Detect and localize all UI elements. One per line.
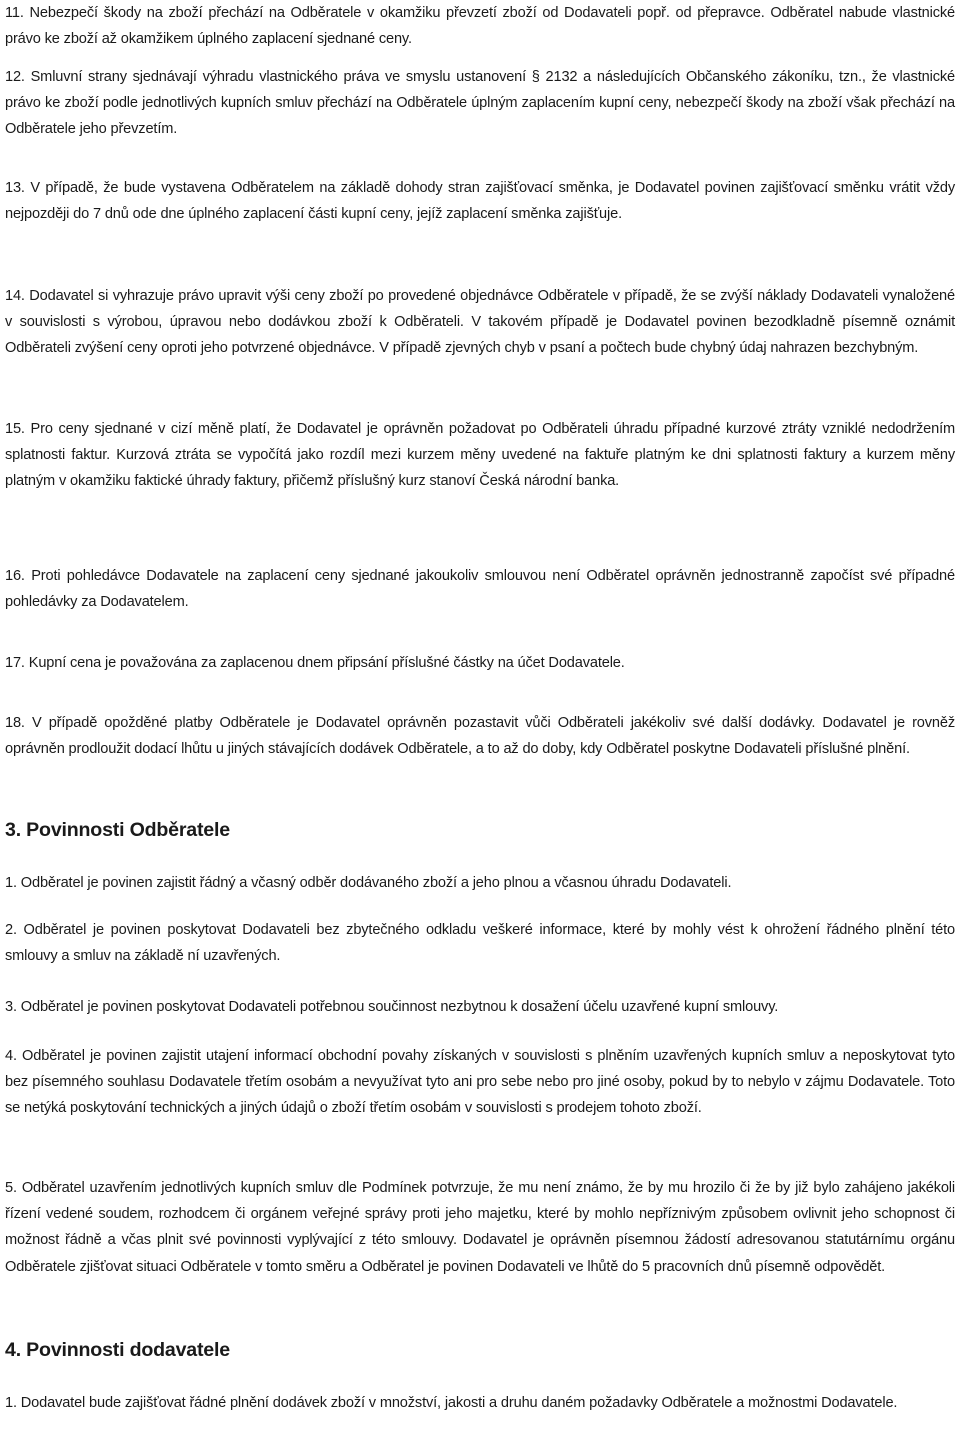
section-3-item-5: 5. Odběratel uzavřením jednotlivých kupních smluv dle Podmínek potvrzuje, že mu není známo, že by mu hrozilo či že by již bylo zahájeno jakékoli řízení vedené soudem, rozhodcem či orgánem veřejné správy proti jeho majetku, které by mohlo nepříznivým způsobem ovlivnit jeho schopnost či možnost řádně a včas plnit své povinnosti vyplývající z této smlouvy. Dodavatel je oprávněn písemnou žádostí adresovanou statutárnímu orgánu Odběratele zjišťovat situaci Odběratele v tomto směru a Odběratel je povinen Dodavateli ve lhůtě do 5 pracovních dnů písemně odpovědět. [5,1180,955,1275]
section-3-item-3: 3. Odběratel je povinen poskytovat Dodavateli potřebnou součinnost nezbytnou k dosažení účelu uzavřené kupní smlouvy. [5,999,779,1015]
section-4-item-1: 1. Dodavatel bude zajišťovat řádné plnění dodávek zboží v množství, jakosti a druhu daném požadavky Odběratele a možnostmi Dodavatele. [5,1395,898,1411]
paragraph-17: 17. Kupní cena je považována za zaplacenou dnem připsání příslušné částky na účet Dodavatele. [5,655,625,671]
section-3-item-4: 4. Odběratel je povinen zajistit utajení informací obchodní povahy získaných v souvislosti s plněním uzavřených kupních smluv a neposkytovat tyto bez písemného souhlasu Dodavatele třetím osobám a nevyužívat tyto ani pro sebe nebo pro jiné osoby, pokud by to nebylo v zájmu Dodavatele. Toto se netýká poskytování technických a jiných údajů o zboží třetím osobám v souvislosti s prodejem tohoto zboží. [5,1048,955,1117]
paragraph-16: 16. Proti pohledávce Dodavatele na zaplacení ceny sjednané jakoukoliv smlouvou není Odběratel oprávněn jednostranně započíst své případné pohledávky za Dodavatelem. [5,568,955,611]
paragraph-18: 18. V případě opožděné platby Odběratele je Dodavatel oprávněn pozastavit vůči Odběrateli jakékoliv své další dodávky. Dodavatel je rovněž oprávněn prodloužit dodací lhůtu u jiných stávajících dodávek Odběratele, a to až do doby, kdy Odběratel poskytne Dodavateli příslušné plnění. [5,715,955,758]
section-3-item-2: 2. Odběratel je povinen poskytovat Dodavateli bez zbytečného odkladu veškeré informace, které by mohly vést k ohrožení řádného plnění této smlouvy a smluv na základě ní uzavřených. [5,922,955,965]
paragraph-15: 15. Pro ceny sjednané v cizí měně platí, že Dodavatel je oprávněn požadovat po Odběrateli úhradu případné kurzové ztráty vzniklé nedodržením splatnosti faktur. Kurzová ztráta se vypočítá jako rozdíl mezi kurzem měny uvedené na faktuře platným ke dni splatnosti faktury a kurzem měny platným v okamžiku faktické úhrady faktury, přičemž příslušný kurz stanoví Česká národní banka. [5,421,955,490]
section-3-title: 3. Povinnosti Odběratele [5,819,230,841]
paragraph-11: 11. Nebezpečí škody na zboží přechází na Odběratele v okamžiku převzetí zboží od Dodavateli popř. od přepravce. Odběratel nabude vlastnické právo ke zboží až okamžikem úplného zaplacení sjednané ceny. [5,5,955,48]
paragraph-14: 14. Dodavatel si vyhrazuje právo upravit výši ceny zboží po provedené objednávce Odběratele v případě, že se zvýší náklady Dodavateli vynaložené v souvislosti s výrobou, úpravou nebo dodávkou zboží k Odběrateli. V takovém případě je Dodavatel povinen bezodkladně písemně oznámit Odběrateli zvýšení ceny oproti jeho potvrzené objednávce. V případě zjevných chyb v psaní a počtech bude chybný údaj nahrazen bezchybným. [5,288,955,357]
paragraph-13: 13. V případě, že bude vystavena Odběratelem na základě dohody stran zajišťovací směnka, je Dodavatel povinen zajišťovací směnku vrátit vždy nejpozději do 7 dnů ode dne úplného zaplacení části kupní ceny, jejíž zaplacení směnka zajišťuje. [5,180,955,223]
section-4-title: 4. Povinnosti dodavatele [5,1339,230,1361]
section-3-item-1: 1. Odběratel je povinen zajistit řádný a včasný odběr dodávaného zboží a jeho plnou a včasnou úhradu Dodavateli. [5,875,732,891]
paragraph-12: 12. Smluvní strany sjednávají výhradu vlastnického práva ve smyslu ustanovení § 2132 a následujících Občanského zákoníku, tzn., že vlastnické právo ke zboží podle jednotlivých kupních smluv přechází na Odběratele úplným zaplacením kupní ceny, nebezpečí škody na zboží však přechází na Odběratele jeho převzetím. [5,69,955,138]
